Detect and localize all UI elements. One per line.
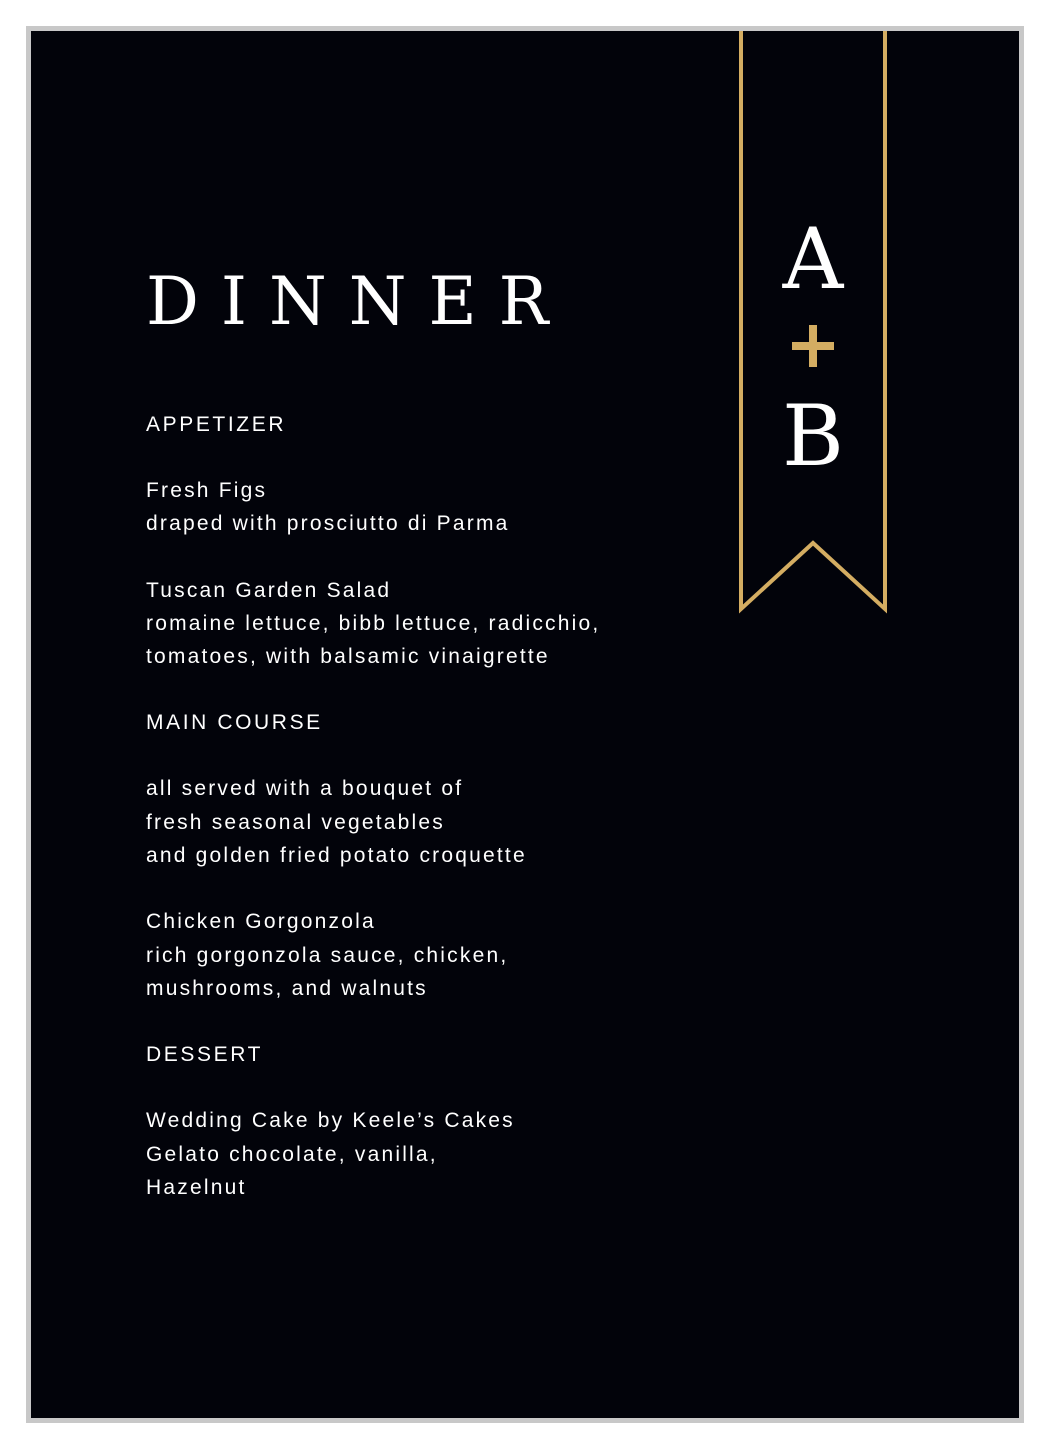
dish-name: Tuscan Garden Salad — [146, 578, 392, 602]
menu-body — [146, 408, 746, 1237]
menu-section-appetizer — [146, 408, 746, 673]
dish-description: Hazelnut — [146, 1175, 247, 1199]
dish-description: tomatoes, with balsamic vinaigrette — [146, 645, 550, 669]
menu-item — [146, 905, 746, 1005]
course-note: all served with a bouquet of — [146, 777, 464, 801]
monogram-banner — [733, 31, 893, 621]
menu-section-dessert — [146, 1038, 746, 1204]
dish-description: mushrooms, and walnuts — [146, 976, 428, 1000]
course-note: fresh seasonal vegetables — [146, 810, 445, 834]
monogram-plus-icon — [792, 325, 834, 367]
dish-name: Wedding Cake by Keele’s Cakes — [146, 1109, 515, 1133]
section-heading: MAIN COURSE — [146, 711, 323, 735]
dish-description: Gelato chocolate, vanilla, — [146, 1142, 438, 1166]
course-note: and golden fried potato croquette — [146, 844, 527, 868]
dish-description: draped with prosciutto di Parma — [146, 512, 510, 536]
dish-description: rich gorgonzola sauce, chicken, — [146, 943, 509, 967]
menu-title: DINNER — [146, 263, 571, 340]
menu-item — [146, 772, 746, 872]
menu-item — [146, 1104, 746, 1204]
menu-item — [146, 574, 746, 674]
menu-card — [26, 26, 1024, 1423]
dish-name: Fresh Figs — [146, 479, 268, 502]
dish-description: romaine lettuce, bibb lettuce, radicchio, — [146, 611, 601, 635]
monogram-first-initial: A — [782, 210, 844, 308]
menu-section-main-course — [146, 706, 746, 1005]
menu-item — [146, 474, 746, 541]
monogram-second-initial: B — [782, 387, 844, 485]
section-heading: DESSERT — [146, 1043, 264, 1067]
dish-name: Chicken Gorgonzola — [146, 910, 376, 934]
section-heading: APPETIZER — [146, 413, 287, 436]
